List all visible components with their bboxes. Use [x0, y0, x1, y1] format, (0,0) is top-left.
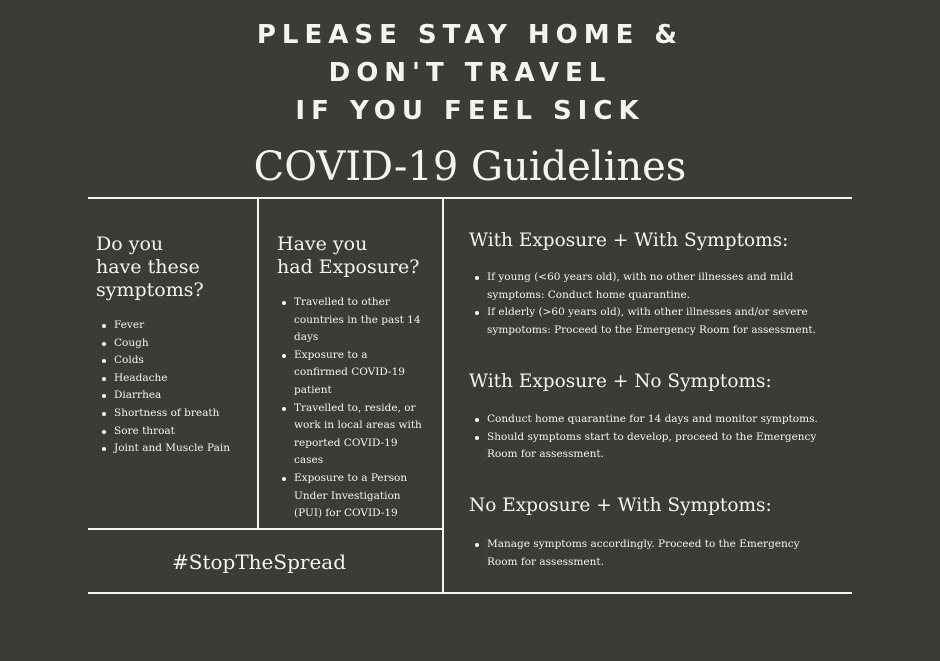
guideline-list-exposure-symptoms: [473, 269, 833, 339]
column-divider-2: [442, 197, 444, 593]
list-item: Headache: [100, 370, 250, 388]
symptoms-list: [100, 317, 250, 458]
exposure-heading: [277, 233, 419, 279]
guideline-heading-exposure-symptoms: With Exposure + With Symptoms:: [469, 230, 789, 251]
symptoms-heading-line-2: have these: [96, 256, 200, 278]
list-item: Travelled to, reside, or work in local areas with reported COVID-19 cases: [280, 400, 422, 470]
symptoms-heading: [96, 233, 204, 302]
guideline-heading-no-exposure-symptoms: No Exposure + With Symptoms:: [469, 495, 772, 516]
list-item: Exposure to a Person Under Investigation (PUI) for COVID-19: [280, 470, 422, 523]
hashtag-divider: [88, 528, 443, 530]
list-item: Should symptoms start to develop, proceed to the Emergency Room for assessment.: [473, 429, 833, 464]
guideline-heading-exposure-no-symptoms: With Exposure + No Symptoms:: [469, 371, 772, 392]
list-item: Fever: [100, 317, 250, 335]
symptoms-heading-line-3: symptoms?: [96, 279, 204, 301]
header-line-3: IF YOU FEEL SICK: [295, 96, 645, 126]
bottom-divider: [88, 592, 852, 594]
header-line-2: DON'T TRAVEL: [328, 58, 612, 88]
list-item: Colds: [100, 352, 250, 370]
list-item: Travelled to other countries in the past 14 days: [280, 294, 422, 347]
exposure-heading-line-1: Have you: [277, 233, 368, 255]
exposure-list: [280, 294, 422, 523]
hashtag: #StopTheSpread: [171, 550, 347, 574]
list-item: Joint and Muscle Pain: [100, 440, 250, 458]
list-item: If elderly (>60 years old), with other illnesses and/or severe sympotoms: Proceed to the Emergency Room for assessment.: [473, 304, 833, 339]
list-item: If young (<60 years old), with no other illnesses and mild symptoms: Conduct home quarantine.: [473, 269, 833, 304]
guideline-list-no-exposure-symptoms: [473, 536, 833, 571]
list-item: Cough: [100, 335, 250, 353]
header-banner: [0, 16, 940, 130]
list-item: Manage symptoms accordingly. Proceed to the Emergency Room for assessment.: [473, 536, 833, 571]
list-item: Diarrhea: [100, 387, 250, 405]
guideline-list-exposure-no-symptoms: [473, 411, 833, 464]
page-title: COVID-19 Guidelines: [253, 144, 687, 190]
list-item: Exposure to a confirmed COVID-19 patient: [280, 347, 422, 400]
header-line-1: PLEASE STAY HOME &: [256, 20, 684, 50]
top-divider: [88, 197, 852, 199]
list-item: Shortness of breath: [100, 405, 250, 423]
list-item: Sore throat: [100, 423, 250, 441]
column-divider-1: [257, 197, 259, 529]
symptoms-heading-line-1: Do you: [96, 233, 164, 255]
exposure-heading-line-2: had Exposure?: [277, 256, 420, 278]
list-item: Conduct home quarantine for 14 days and monitor symptoms.: [473, 411, 833, 429]
